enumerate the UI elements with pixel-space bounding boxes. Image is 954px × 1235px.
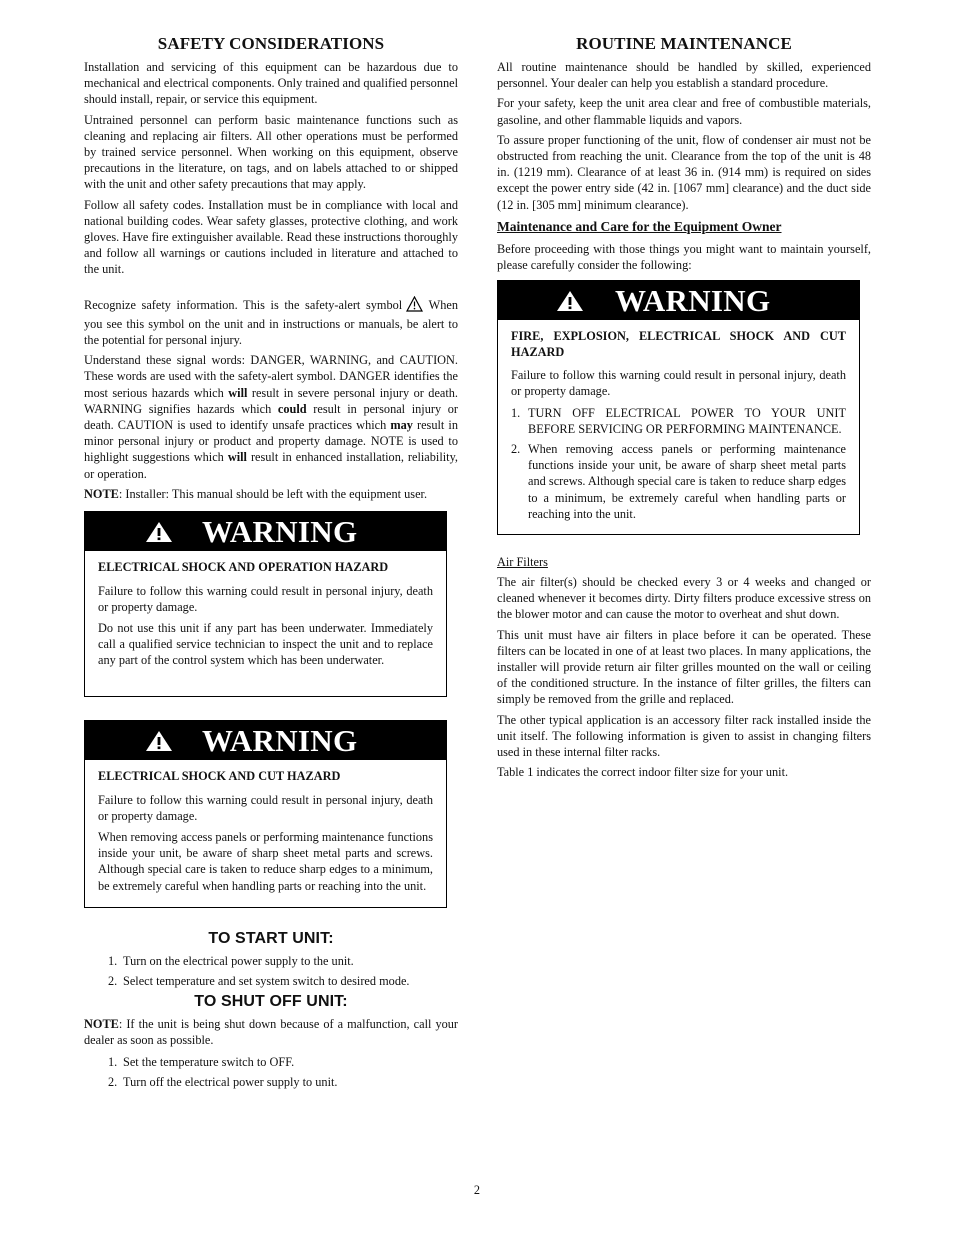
start-steps-list [84,953,458,989]
warning-text-1: Failure to follow this warning could result in personal injury, death or property damage. [98,792,433,823]
shut-off-steps-list [84,1054,458,1090]
list-item: 1. TURN OFF ELECTRICAL POWER TO YOUR UNIT BEFORE SERVICING OR PERFORMING MAINTENANCE. [511,405,846,436]
safety-paragraph-2: Untrained personnel can perform basic maintenance functions such as cleaning and replacing air filters. All other operations must be performed by trained service personnel. When working on this equipment, observe precautions in the literature, on tags, and on labels attached to or shipped with the unit and other safety precautions that may apply. [84,112,458,192]
routine-paragraph-2: For your safety, keep the unit area clear and free of combustible materials, gasoline, and other flammable liquids and vapors. [497,96,871,127]
warning-banner [85,512,446,551]
warning-text-1: Failure to follow this warning could result in personal injury, death or property damage. [511,368,846,399]
routine-paragraph-1: All routine maintenance should be handled by skilled, experienced personnel. Your dealer can help you establish a standard procedure. [497,60,871,91]
warning-box-electrical-operation [84,511,447,697]
start-unit-heading: TO START UNIT: [208,929,334,947]
list-item: 2. When removing access panels or performing maintenance functions inside your unit, be aware of sharp sheet metal parts and screws. Although special care is taken to reduce sharp edges to a minimum, be extremely careful when handling parts or reaching into the unit. [511,442,846,521]
hazard-title: ELECTRICAL SHOCK AND OPERATION HAZARD [98,560,389,575]
list-item: 2. Select temperature and set system switch to desired mode. [108,974,410,988]
safety-paragraph-4 [84,296,458,349]
warning-banner [85,721,446,760]
warning-body [85,760,446,907]
page-number: 2 [473,1183,481,1197]
warning-text-2: Do not use this unit if any part has been underwater. Immediately call a qualified service technician to inspect the unit and to replace any part of the control system which has been underwater. [98,620,433,668]
warning-title: WARNING [615,283,771,319]
hazard-title: ELECTRICAL SHOCK AND CUT HAZARD [98,769,341,784]
warning-triangle-icon [145,521,171,543]
left-column [84,34,458,1094]
filters-paragraph-2: This unit must have air filters in place before it can be operated. These filters can be located in one of at least two places. In many applications, the installer will provide return air filter grilles mounted on the wall or ceiling of the conditioned structure. In the instance of filter grilles, the filters can simply be removed from the grille and replaced. [497,627,871,707]
warning-triangle-icon [145,730,171,752]
warning-steps-list [511,405,846,522]
safety-paragraph-1: Installation and servicing of this equipment can be hazardous due to mechanical and electrical components. Only trained and qualified personnel should install, repair, or service this equipment. [84,60,458,107]
list-item: 2. Turn off the electrical power supply to unit. [108,1074,338,1089]
owner-maintenance-heading: Maintenance and Care for the Equipment Owner [497,218,782,234]
safety-alert-text: Recognize safety information. This is the safety-alert symbol [84,297,403,312]
warning-title: WARNING [202,723,358,759]
safety-considerations-heading: SAFETY CONSIDERATIONS [157,34,385,53]
warning-box-electrical-cut [84,720,447,908]
warning-body [498,320,859,534]
shut-off-unit-heading: TO SHUT OFF UNIT: [194,993,348,1011]
routine-paragraph-3: To assure proper functioning of the unit, flow of condenser air must not be obstructed from reaching the unit. Clearance from the top of the unit is 48 in. (1219 mm). Clearance of at least 36 in. (914 mm) is required on sides except the power entry side (42 in. [1067 mm] clearance) and the duct side (12 in. [305 mm] minimum clearance). [497,132,871,212]
routine-maintenance-heading: ROUTINE MAINTENANCE [576,34,792,53]
list-item: 1. Set the temperature switch to OFF. [108,1054,295,1069]
safety-paragraph-3: Follow all safety codes. Installation must be in compliance with local and national building codes. Wear safety glasses, protective clothing, and work gloves. Have fire extinguisher available. Read these instructions thoroughly and follow all warnings or cautions included in literature and attached to the unit. [84,197,458,277]
filters-paragraph-4: Table 1 indicates the correct indoor filter size for your unit. [497,765,789,780]
warning-banner [498,281,859,320]
filters-paragraph-1: The air filter(s) should be checked every 3 or 4 weeks and changed or cleaned whenever it becomes dirty. Dirty filters produce excessive stress on the blower motor and can cause the motor to overheat and shut down. [497,575,871,622]
warning-text-1: Failure to follow this warning could result in personal injury, death or property damage. [98,583,433,614]
shut-off-note: NOTE: If the unit is being shut down because of a malfunction, call your dealer as soon as possible. [84,1017,458,1048]
signal-words-paragraph: Understand these signal words: DANGER, WARNING, and CAUTION. These words are used with the safety-alert symbol. DANGER identifies the most serious hazards which will result in severe personal injury or death. WARNING signifies hazards which could result in personal injury or death. CAUTION is used to identify unsafe practices which may result in minor personal injury or product and property damage. NOTE is used to highlight suggestions which will result in enhanced installation, reliability, or operation. [84,353,459,481]
warning-triangle-icon [556,290,582,312]
filters-paragraph-3: The other typical application is an accessory filter rack installed inside the unit itself. The following information is given to assist in changing filters used in these internal filter racks. [497,712,871,760]
installer-note: NOTE: Installer: This manual should be left with the equipment user. [84,486,428,501]
warning-box-fire-explosion [497,280,860,535]
list-item: 1. Turn on the electrical power supply to the unit. [108,953,354,968]
warning-text-2: When removing access panels or performing maintenance functions inside your unit, be aware of sharp sheet metal parts and screws. Although special care is taken to reduce sharp edges to a minimum, be extremely careful when handling parts or reaching into the unit. [98,829,433,893]
safety-alert-text-2: When you see this symbol on the unit and in instructions or manuals, be alert to the potential for personal injury. [84,297,458,348]
warning-title: WARNING [202,514,358,550]
safety-alert-triangle-icon [406,296,423,316]
warning-body [85,551,446,696]
owner-paragraph: Before proceeding with those things you might want to maintain yourself, please carefully consider the following: [497,241,871,273]
air-filters-heading: Air Filters [497,555,548,570]
right-column [497,34,871,785]
hazard-title: FIRE, EXPLOSION, ELECTRICAL SHOCK AND CUT HAZARD [511,329,846,359]
